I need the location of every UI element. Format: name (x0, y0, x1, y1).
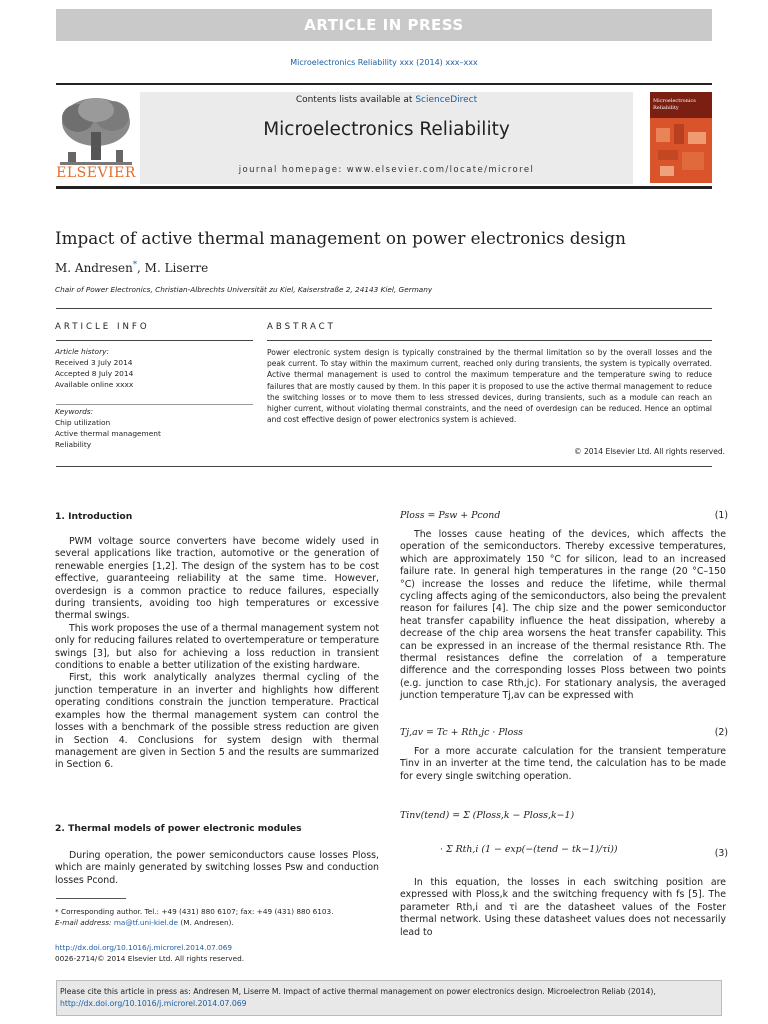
thermal-models-body (55, 850, 379, 887)
section-heading-introduction: 1. Introduction (55, 511, 133, 522)
history-accepted: Accepted 8 July 2014 (55, 369, 134, 378)
journal-title: Microelectronics Reliability (263, 119, 510, 140)
footnote-rule (56, 898, 126, 899)
keywords-label: Keywords: (55, 407, 94, 416)
paper-title: Impact of active thermal management on power electronics design (55, 228, 626, 248)
publisher-wordmark: ELSEVIER (56, 165, 136, 181)
title-rule (56, 308, 712, 309)
elsevier-logo[interactable] (56, 92, 136, 184)
email-suffix: (M. Andresen). (178, 918, 234, 927)
footnote-email-line (55, 917, 379, 928)
sciencedirect-link[interactable]: ScienceDirect (415, 95, 478, 105)
article-history (55, 346, 250, 390)
journal-homepage[interactable]: journal homepage: www.elsevier.com/locate/microrel (238, 165, 535, 175)
citation-doi-link[interactable]: http://dx.doi.org/10.1016/j.microrel.2014.07.069 (60, 999, 247, 1008)
cover-title-line1: Microelectronics (653, 98, 696, 104)
equation-number: (1) (714, 510, 728, 521)
cover-graphic-icon (650, 118, 712, 183)
keyword-item: Chip utilization (55, 418, 111, 427)
author-liserre[interactable]: M. Liserre (144, 261, 209, 275)
author-list (55, 259, 208, 275)
introduction-body (55, 536, 379, 772)
transient-paragraph (400, 746, 726, 783)
banner-text: ARTICLE IN PRESS (304, 16, 464, 34)
paragraph: The losses cause heating of the devices, which affects the operation of the semiconductors. Thereby excessive temperatures, which are approximately 150 °C for silicon, lead to an increased failure rate. In general high temperatures in the range (20 °C–150 °C) increase the losses and reduce the lifetime, while thermal cycling affects aging of the semiconductors, also being the prevalent reason for failures [4]. The chip size and the power semiconductor heat transfer capability influence the heat dissipation, whereby a decrease of the chip area worsens the heat transfer capability. This can be expressed in an increase of the thermal resistance Rth. The thermal resistances define the correlation of a temperature difference and the corresponding losses Ploss between two points (e.g. junction to case Rth,jc). For stationary analysis, the averaged junction temperature Tj,av can be expressed with (400, 529, 726, 702)
affiliation: Chair of Power Electronics, Christian-Albrechts Universität zu Kiel, Kaiserstraße 2, 24143 Kiel, Germany (55, 285, 433, 294)
abstract-rule (267, 340, 712, 341)
equation-3-line-1: Tinv(tend) = Σ (Ploss,k − Ploss,k−1) (400, 810, 575, 821)
paragraph: During operation, the power semiconductors cause losses Ploss, which are mainly generated by switching losses Psw and conduction losses Pcond. (55, 850, 379, 886)
paragraph: PWM voltage source converters have become widely used in several applications like traction, automotive or the generation of renewable energies [1,2]. The design of the system has to be cost effective, guaranteeing reliability at the same time. However, overdesign is a common practice to reduce failures, especially during transients, avoiding too high temperatures or excessive thermal swings. (55, 536, 379, 622)
footnote (55, 906, 379, 928)
journal-masthead (140, 92, 633, 184)
paragraph: This work proposes the use of a thermal management system not only for reducing failures related to overtemperature or temperature swings [3], but also for achieving a loss reduction in transient conditions to enable a better utilization of the existing hardware. (55, 622, 379, 672)
equation-1: Ploss = Psw + Pcond (400, 510, 501, 521)
section-heading-thermal-models: 2. Thermal models of power electronic modules (55, 823, 302, 834)
masthead-bottom-rule (56, 186, 712, 189)
foster-paragraph (400, 877, 726, 939)
losses-paragraph (400, 529, 726, 703)
abstract-heading: ABSTRACT (267, 322, 336, 332)
equation-number: (3) (714, 848, 728, 859)
author-separator: , (137, 261, 145, 275)
equation-3-line-2: · Σ Rth,i (1 − exp(−(tend − tk−1)/τi)) (440, 844, 618, 855)
journal-citation-link[interactable]: Microelectronics Reliability xxx (2014) xxx–xxx (290, 58, 478, 67)
article-info-heading: ARTICLE INFO (55, 322, 150, 332)
abstract-text: Power electronic system design is typically constrained by the thermal limitation so by the overall losses and the peak current. To stay within the maximum current, reached only during transients, the system is typically overrated. Active thermal management is used to control the maximum temperature and the temperature swing to reduce failures that are mostly caused by them. In this paper it is proposed to use the active thermal management to reduce the switching losses or to move them to less stressed devices, during transients, such as a module can reach an higher current, without violating thermal constraints, and the need of overdesign can be reduced. Hence an optimal and cost effective design of power electronics system is achieved. (267, 348, 712, 425)
email-link[interactable]: ma@tf.uni-kiel.de (113, 918, 179, 927)
doi-link[interactable]: http://dx.doi.org/10.1016/j.microrel.2014.07.069 (55, 943, 233, 952)
citation-box (56, 980, 722, 1016)
author-andresen[interactable]: M. Andresen (55, 261, 133, 275)
article-info-rule (56, 340, 253, 341)
abstract-copyright: © 2014 Elsevier Ltd. All rights reserved. (574, 447, 725, 456)
history-online: Available online xxxx (55, 380, 134, 389)
contents-line (140, 95, 633, 105)
equation-number: (2) (714, 727, 728, 738)
equation-2: Tj,av = Tc + Rth,jc · Ploss (400, 727, 523, 738)
contents-prefix: Contents lists available at (295, 95, 416, 105)
paragraph: For a more accurate calculation for the transient temperature Tinv in an inverter at the time tend, the calculation has to be made for every single switching operation. (400, 746, 726, 782)
corresponding-author-mark[interactable]: * (132, 259, 138, 269)
doi-block (55, 942, 379, 964)
keyword-item: Reliability (55, 440, 92, 449)
keywords (55, 406, 250, 450)
keywords-rule (56, 404, 253, 405)
journal-cover[interactable] (650, 92, 712, 183)
abstract-bottom-rule (56, 466, 712, 467)
history-label: Article history: (55, 347, 109, 356)
paragraph: In this equation, the losses in each switching position are expressed with Ploss,k and the switching frequency with fs [5]. The parameter Rth,i and τi are the datasheet values of the Foster thermal network. Using these datasheet values does not necessarily lead to (400, 877, 726, 938)
paragraph: First, this work analytically analyzes thermal cycling of the junction temperature in an inverter and highlights how different operating conditions constrain the junction temperature. Practical examples how the thermal management system can control the losses with a benchmark of the possible stress reduction are given in Section 4. Conclusions for system design with thermal management are given in Section 5 and the results are summarized in Section 6. (55, 672, 379, 771)
cover-title-line2: Reliability (653, 105, 679, 111)
issn-line: 0026-2714/© 2014 Elsevier Ltd. All rights reserved. (55, 954, 245, 963)
history-received: Received 3 July 2014 (55, 358, 133, 367)
footnote-corresponding: * Corresponding author. Tel.: +49 (431) 880 6107; fax: +49 (431) 880 6103. (55, 907, 334, 916)
citation-text: Please cite this article in press as: Andresen M, Liserre M. Impact of active thermal management on power electronics design. Microelectron Reliab (2014), (60, 987, 656, 996)
article-in-press-banner (56, 9, 712, 41)
masthead-top-rule (56, 83, 712, 85)
keyword-item: Active thermal management (55, 429, 161, 438)
email-label: E-mail address: (55, 918, 114, 927)
